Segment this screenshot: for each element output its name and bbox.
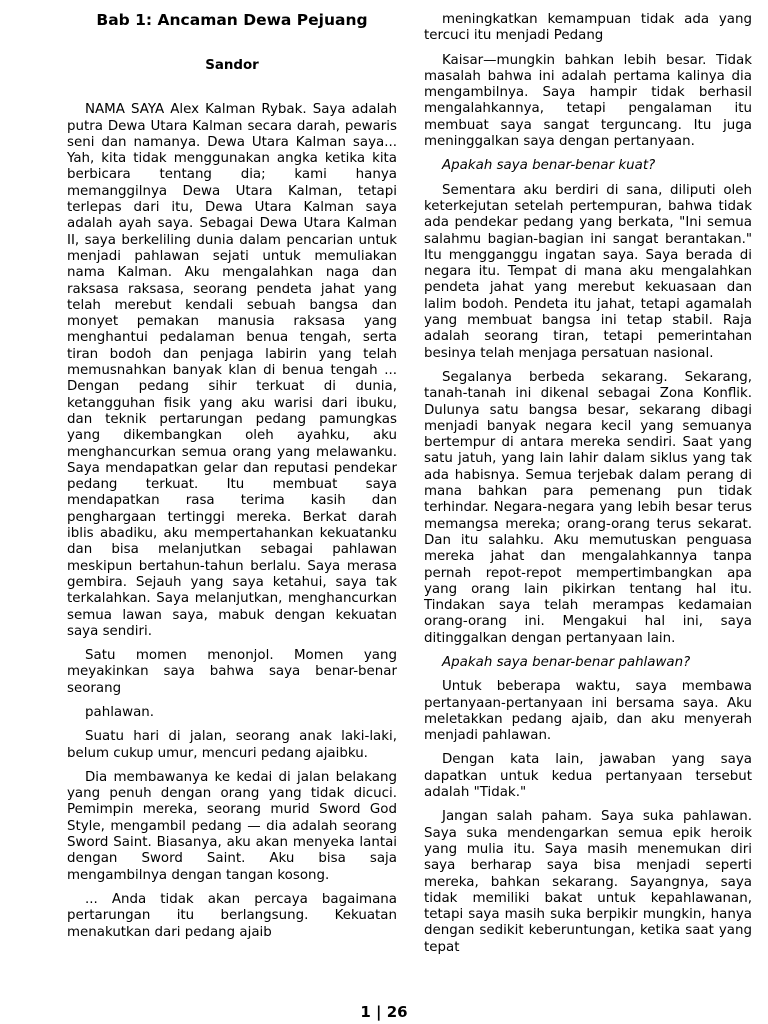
paragraph: Segalanya berbeda sekarang. Sekarang, tanah-tanah ini dikenal sebagai Zona Konflik. Dulunya satu bangsa besar, sekarang dibagi menjadi banyak negara kecil yang semuanya bertempur di antara mereka sendiri. Saat yang satu jatuh, yang lain lahir dalam siklus yang tak ada habisnya. Semua terjebak dalam perang di mana bahkan para pemenang pun tidak terhindar. Negara-negara yang lebih besar terus memangsa mereka; orang-orang terus sekarat. Dan itu salahku. Aku memutuskan penguasa mereka jahat dan mengalahkannya tanpa pernah repot-repot mempertimbangkan apa yang orang lain pikirkan tentang hal itu. Tindakan saya telah merampas kedamaian orang-orang ini. Mengakui hal ini, saya ditinggalkan dengan pertanyaan lain.: [424, 369, 752, 646]
left-column: [67, 10, 397, 949]
paragraph: Dia membawanya ke kedai di jalan belakang yang penuh dengan orang yang tidak dicuci. Pemimpin mereka, seorang murid Sword God Style, mengambil pedang — dia adalah seorang Sword Saint. Biasanya, aku akan menyeka lantai dengan Sword Saint. Aku bisa saja mengambilnya dengan tangan kosong.: [67, 769, 397, 883]
italic-question: Apakah saya benar-benar kuat?: [442, 158, 656, 174]
paragraph: Suatu hari di jalan, seorang anak laki-laki, belum cukup umur, mencuri pedang ajaibku.: [67, 729, 397, 761]
right-column: [424, 12, 752, 964]
paragraph: NAMA SAYA Alex Kalman Rybak. Saya adalah putra Dewa Utara Kalman secara darah, pewaris seni dan namanya. Dewa Utara Kalman saya... Yah, kita tidak menggunakan angka ketika kita berbicara tentang dia; kami hanya memanggilnya Dewa Utara Kalman, tetapi terlepas dari itu, Dewa Utara Kalman saya adalah ayah saya. Sebagai Dewa Utara Kalman II, saya berkeliling dunia dalam pencarian untuk menjadi pahlawan sejati untuk memuliakan nama Kalman. Aku mengalahkan naga dan raksasa raksasa, seorang pendeta jahat yang telah merebut kendali sebuah bangsa dan monyet pemakan manusia raksasa yang menghantui pedalaman benua tengah, serta tiran bodoh dan penjaga labirin yang telah memusnahkan banyak klan di benua tengah ... Dengan pedang sihir terkuat di dunia, ketangguhan fisik yang aku warisi dari ibuku, dan teknik pertarungan pedang pamungkas yang dikembangkan oleh ayahku, aku menghancurkan semua orang yang melawanku. Saya mendapatkan gelar dan reputasi pendekar pedang terkuat. Itu membuat saya mendapatkan rasa terima kasih dan penghargaan tertinggi mereka. Berkat darah iblis abadiku, aku mempertahankan kekuatanku dan bisa melanjutkan sebagai pahlawan meskipun bertahun-tahun berlalu. Saya merasa gembira. Sejauh yang saya ketahui, saya tak terkalahkan. Saya melanjutkan, menghancurkan semua lawan saya, mabuk dengan kekuatan saya sendiri.: [67, 102, 397, 639]
italic-question: Apakah saya benar-benar pahlawan?: [442, 654, 691, 670]
paragraph-continued: meningkatkan kemampuan tidak ada yang tercuci itu menjadi Pedang: [424, 12, 752, 44]
paragraph: Kaisar—mungkin bahkan lebih besar. Tidak masalah bahwa ini adalah pertama kalinya dia mengambilnya. Saya hampir tidak berhasil mengalahkannya, tetapi pengalaman itu membuat saya sangat terguncang. Itu juga meninggalkan saya dengan pertanyaan.: [424, 52, 752, 150]
paragraph: ... Anda tidak akan percaya bagaimana pertarungan itu berlangsung. Kekuatan menakutkan dari pedang ajaib: [67, 891, 397, 940]
paragraph: Satu momen menonjol. Momen yang meyakinkan saya bahwa saya benar-benar seorang: [67, 648, 397, 696]
page-number: 1 | 26: [360, 1003, 408, 1021]
paragraph: Dengan kata lain, jawaban yang saya dapatkan untuk kedua pertanyaan tersebut adalah "Tidak.": [424, 752, 752, 801]
author-name: Sandor: [205, 58, 259, 73]
paragraph: Untuk beberapa waktu, saya membawa pertanyaan-pertanyaan ini bersama saya. Aku meletakkan pedang ajaib, dan aku menyerah menjadi pahlawan.: [424, 679, 752, 744]
paragraph: Jangan salah paham. Saya suka pahlawan. Saya suka mendengarkan semua epik heroik yang mulia itu. Saya masih menemukan diri saya berharap saya bisa menjadi seperti mereka, bahkan sekarang. Sayangnya, saya tidak memiliki bakat untuk kepahlawanan, tetapi saya masih suka berpikir mungkin, hanya dengan sedikit keberuntungan, ketika saat yang tepat: [424, 809, 752, 955]
paragraph: pahlawan.: [85, 704, 155, 720]
paragraph: Sementara aku berdiri di sana, diliputi oleh keterkejutan setelah pertempuran, bahwa tidak ada pendekar pedang yang berkata, "Ini semua salahmu bagian-bagian ini sangat berantakan." Itu mengganggu ingatan saya. Saya berada di negara itu. Tempat di mana aku mengalahkan pendeta jahat yang merebut kekuasaan dan lalim bodoh. Pendeta itu jahat, tetapi agamalah yang membuat bangsa ini tetap stabil. Raja adalah seorang tiran, tetapi pemerintahan besinya telah menjaga persatuan nasional.: [424, 182, 752, 361]
chapter-title: Bab 1: Ancaman Dewa Pejuang: [96, 11, 368, 29]
